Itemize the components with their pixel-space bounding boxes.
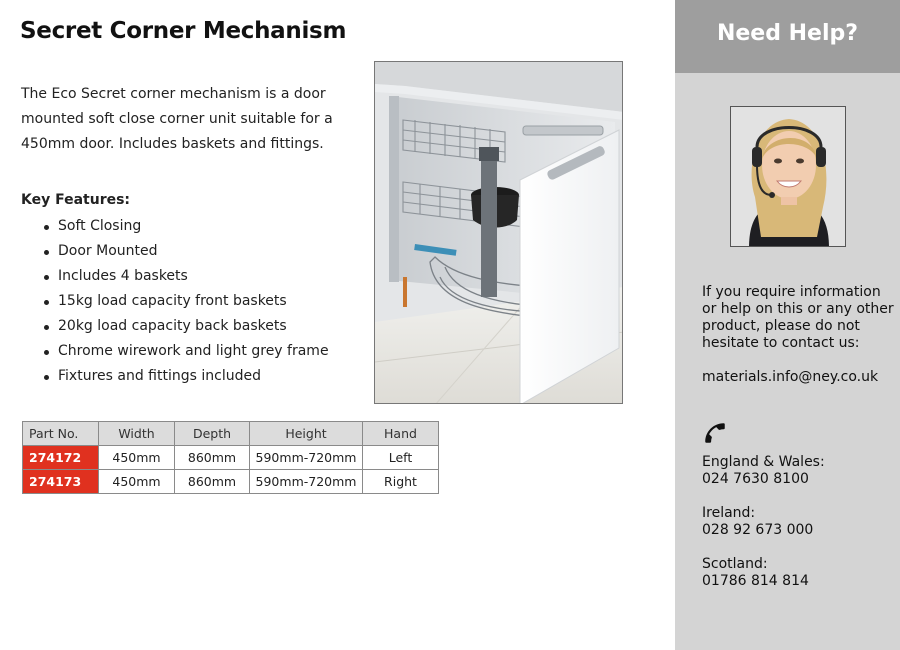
contact-ireland: [702, 505, 813, 539]
phone-number[interactable]: 028 92 673 000: [702, 522, 814, 538]
phone-number[interactable]: 01786 814 814: [702, 573, 809, 589]
support-agent-photo: [730, 106, 846, 247]
col-header-height: Height: [250, 422, 363, 446]
phone-number[interactable]: 024 7630 8100: [702, 471, 809, 487]
region-label: England & Wales:: [702, 454, 825, 470]
help-sidebar: [675, 0, 900, 650]
table-row: [23, 470, 439, 494]
part-number-cell: 274172: [23, 446, 99, 470]
table-row: [23, 446, 439, 470]
help-heading: Need Help?: [675, 0, 900, 73]
width-cell: 450mm: [99, 446, 175, 470]
feature-item: Door Mounted: [44, 239, 329, 264]
depth-cell: 860mm: [175, 470, 250, 494]
kitchen-corner-unit-illustration: [375, 62, 623, 404]
help-info-text: If you require information or help on this or any other product, please do not hesitate to contact us:: [702, 284, 894, 351]
col-header-part-no: Part No.: [23, 422, 99, 446]
depth-cell: 860mm: [175, 446, 250, 470]
support-agent-illustration: [731, 107, 846, 247]
part-number-cell: 274173: [23, 470, 99, 494]
feature-item: 20kg load capacity back baskets: [44, 314, 329, 339]
product-description: The Eco Secret corner mechanism is a door mounted soft close corner unit suitable for a 450mm door. Includes baskets and fittings.: [21, 86, 333, 152]
specification-table: [22, 421, 439, 494]
product-image: [374, 61, 623, 404]
contact-england-wales: [702, 454, 825, 488]
height-cell: 590mm-720mm: [250, 470, 363, 494]
feature-item: Fixtures and fittings included: [44, 364, 329, 389]
col-header-width: Width: [99, 422, 175, 446]
feature-item: Chrome wirework and light grey frame: [44, 339, 329, 364]
feature-item: 15kg load capacity front baskets: [44, 289, 329, 314]
table-header-row: [23, 422, 439, 446]
region-label: Ireland:: [702, 505, 756, 521]
contact-email-link[interactable]: materials.info@ney.co.uk: [702, 369, 879, 385]
feature-item: Includes 4 baskets: [44, 264, 329, 289]
region-label: Scotland:: [702, 556, 768, 572]
contact-scotland: [702, 556, 809, 590]
width-cell: 450mm: [99, 470, 175, 494]
page-title: Secret Corner Mechanism: [20, 18, 347, 44]
feature-item: Soft Closing: [44, 214, 329, 239]
col-header-depth: Depth: [175, 422, 250, 446]
col-header-hand: Hand: [363, 422, 439, 446]
features-heading: Key Features:: [21, 192, 131, 208]
phone-icon: [702, 420, 728, 446]
hand-cell: Left: [363, 446, 439, 470]
height-cell: 590mm-720mm: [250, 446, 363, 470]
hand-cell: Right: [363, 470, 439, 494]
features-list: [44, 214, 329, 389]
